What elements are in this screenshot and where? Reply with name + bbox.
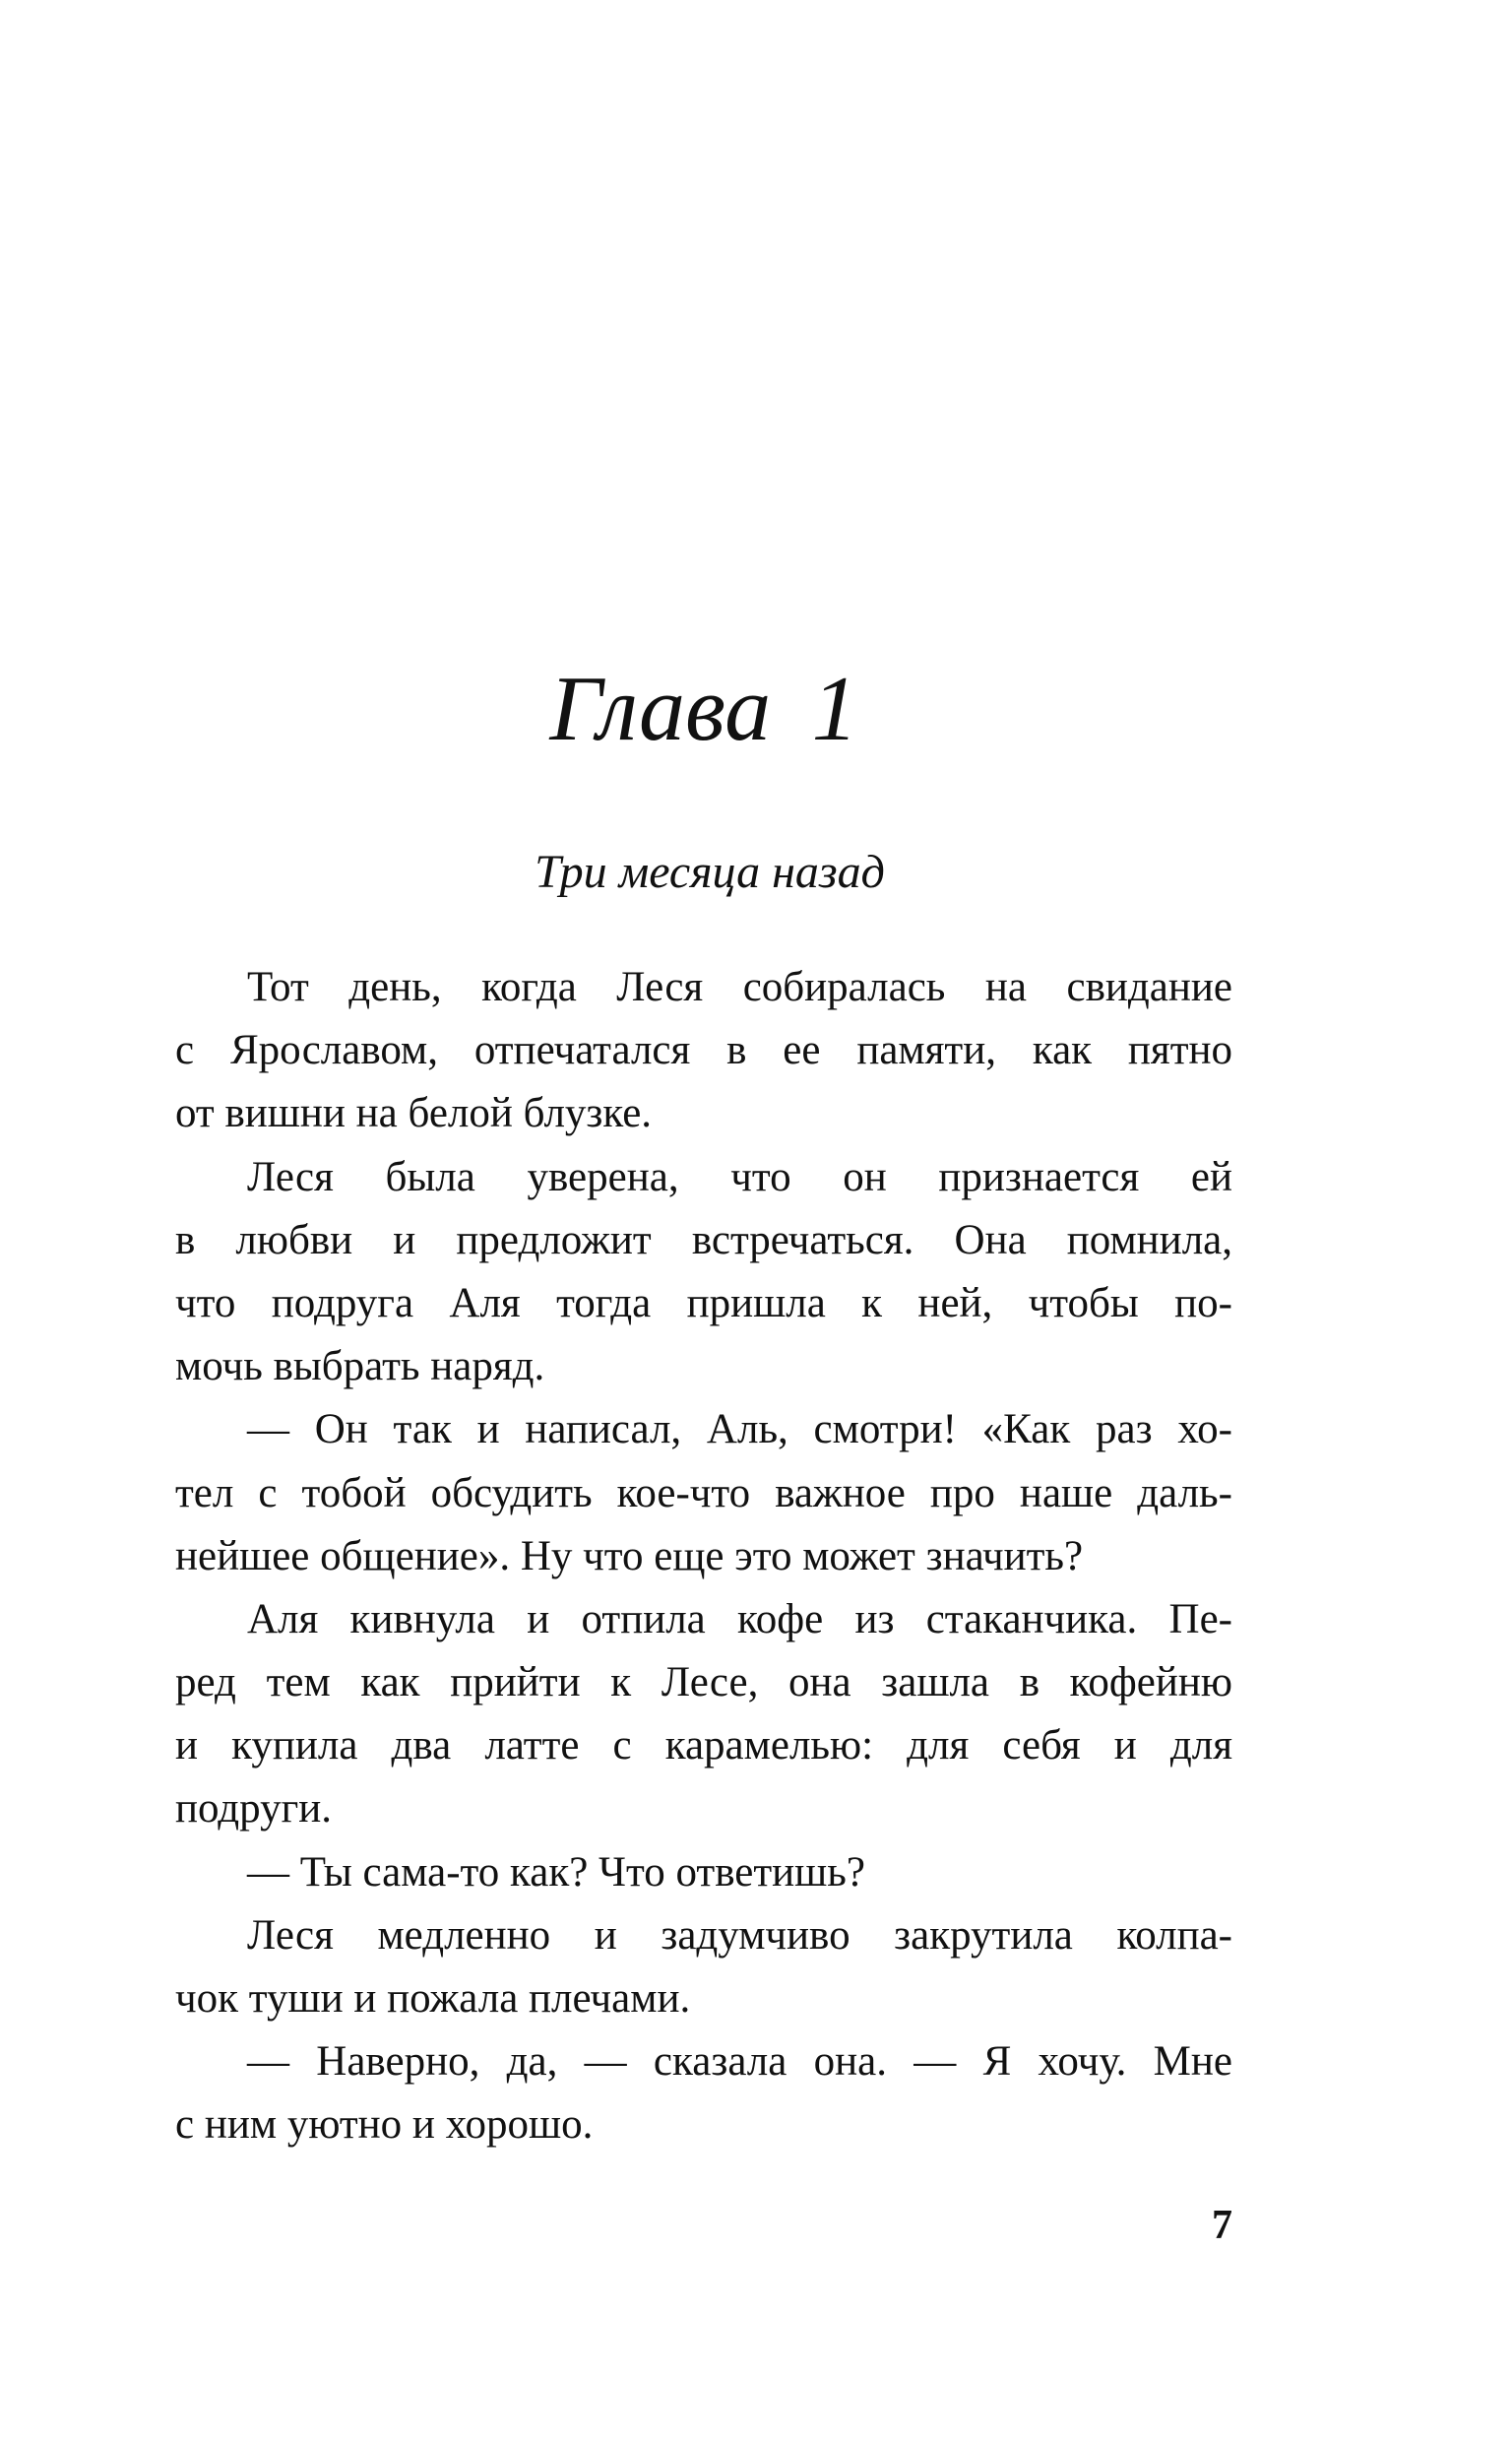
- text-line: и купила два латте с карамелью: для себя и для: [175, 1722, 1232, 1769]
- text-line: Тот день, когда Леся собиралась на свидание: [247, 964, 1232, 1010]
- text-line: ред тем как прийти к Лесе, она зашла в кофейню: [175, 1659, 1232, 1706]
- text-line: что подруга Аля тогда пришла к ней, чтобы по-: [175, 1279, 1232, 1326]
- text-line: чок туши и пожала плечами.: [175, 1975, 691, 2022]
- text-line: подруги.: [175, 1785, 332, 1832]
- text-line: в любви и предложит встречаться. Она помнила,: [175, 1216, 1232, 1263]
- text-line: — Ты сама-то как? Что ответишь?: [247, 1848, 865, 1896]
- text-line: с ним уютно и хорошо.: [175, 2101, 594, 2149]
- text-line: Леся медленно и задумчиво закрутила колпа-: [247, 1911, 1232, 1959]
- text-line: — Наверно, да, — сказала она. — Я хочу. Мне: [247, 2038, 1232, 2086]
- text-line: — Он так и написал, Аль, смотри! «Как раз хо-: [247, 1406, 1232, 1453]
- chapter-title: Глава 1: [549, 658, 858, 760]
- text-line: с Ярославом, отпечатался в ее памяти, как пятно: [175, 1027, 1232, 1074]
- text-line: мочь выбрать наряд.: [175, 1343, 545, 1390]
- text-line: от вишни на белой блузке.: [175, 1090, 653, 1137]
- text-line: Аля кивнула и отпила кофе из стаканчика. Пе-: [247, 1595, 1232, 1642]
- chapter-subtitle: Три месяца назад: [535, 846, 885, 898]
- text-line: Леся была уверена, что он признается ей: [247, 1153, 1232, 1200]
- body-text: [175, 956, 1232, 2157]
- text-line: тел с тобой обсудить кое-что важное про наше даль-: [175, 1469, 1232, 1516]
- text-line: нейшее общение». Ну что еще это может значить?: [175, 1532, 1084, 1579]
- page-number: 7: [1212, 2203, 1232, 2248]
